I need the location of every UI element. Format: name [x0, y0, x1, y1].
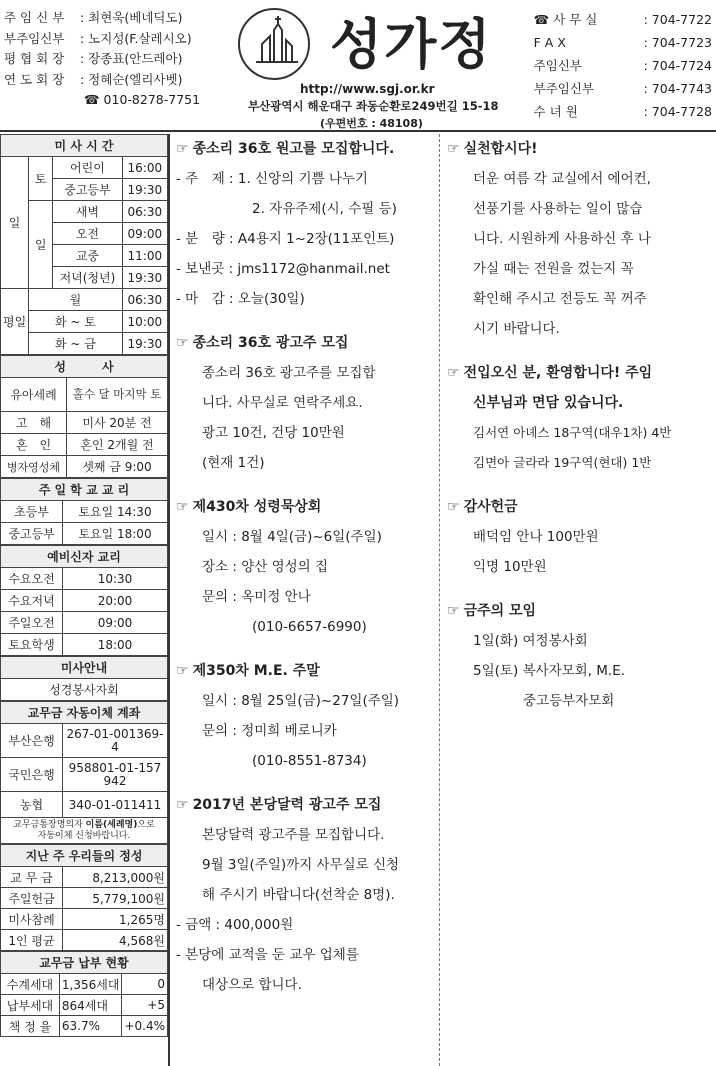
weekday-label: 평일: [1, 289, 29, 355]
staff-phone: ☎ 010-8278-7751: [84, 92, 201, 107]
pointing-hand-icon: ☞: [176, 797, 189, 813]
mass-schedule-title: 미 사 시 간: [1, 135, 168, 157]
staff-list: [4, 8, 200, 111]
website-link[interactable]: http://www.sgj.or.kr: [300, 82, 435, 96]
contact-list: [534, 8, 712, 123]
pointing-hand-icon: ☞: [176, 335, 189, 351]
sacraments-table: 성 사 유아세례 홀수 달 마지막 토 고 해 미사 20분 전 혼 인 혼인 2개월 전 병자영성체 셋째 금 9:00: [0, 355, 168, 478]
pointing-hand-icon: ☞: [176, 141, 189, 157]
devotion-table: 지난 주 우리들의 정성 교 무 금 8,213,000원 주일헌금 5,779,100원 미사참례 1,265명 1인 평균 4,568원: [0, 844, 168, 951]
mass-schedule-table: 미 사 시 간 일 토 어린이 16:00 중고등부 19:30 일 새벽 06:30 오전 09:00 교중 11:00 저녁(청년) 19:30 평일 월 06:30 화 ~ 토 10:00 화 ~ 금 19:30: [0, 134, 168, 355]
contact-row: 수 녀 원 : 704-7728: [533, 104, 712, 119]
transfer-note: 교무금통장명의자 이름(세례명)으로 자동이체 신청바랍니다.: [1, 818, 168, 844]
middle-notice-column: ☞ 종소리 36호 원고를 모집합니다. - 주 제 : 1. 신앙의 기쁨 나누기 2. 자유주제(시, 수필 등) - 분 량 : A4용지 1~2장(11포인트) - 보낸곳 : jms1172@hanmail.net - 마 감 : 오늘(30일) ☞ 종소리 36호 광고주 모집 종소리 36호 광고주를 모집합 니다. 사무실로 연락주세요. 광고 10건, 건당 10만원 (현재 1건) ☞ 제430차 성령묵상회 일시 : 8월 4일(금)~6일(주일) 장소 : 양산 영성의 집 문의 : 옥미정 안나 (010-6657-6990) ☞ 제350차 M.E. 주말 일시 : 8월 25일(금)~27일(주일) 문의 : 정미희 베로니카 (010-8551-8734) ☞ 2017년 본당달력 광고주 모집 본당달력 광고주를 모집합니다. 9월 3일(주일)까지 사무실로 신청 해 주시기 바랍니다(선착순 8명). - 금액 : 400,000원 - 본당에 교적을 둔 교우 업체를 대상으로 합니다.: [172, 134, 440, 1066]
notice-title: ☞ 제430차 성령묵상회: [176, 499, 322, 515]
church-address: 부산광역시 해운대구 좌동순환로249번길 15-18: [248, 99, 499, 113]
saturday-label: 토: [29, 157, 53, 201]
church-icon: [240, 10, 312, 82]
notice-title: ☞ 실천합시다!: [447, 141, 538, 157]
notice-title: ☞ 종소리 36호 원고를 모집합니다.: [176, 141, 395, 157]
zip-code: (우편번호 : 48108): [320, 117, 423, 130]
notice-title: ☞ 2017년 본당달력 광고주 모집: [176, 797, 382, 813]
church-seal-logo: [238, 8, 310, 80]
auto-transfer-table: 교무금 자동이체 계좌 부산은행 267-01-001369-4 국민은행 958801-01-157942 농협 340-01-011411 교무금통장명의자 이름(세례명)으로 자동이체 신청바랍니다.: [0, 701, 168, 844]
staff-row: 연 도 회 장 : 정혜순(엘리사벳): [4, 71, 183, 87]
pointing-hand-icon: ☞: [176, 499, 189, 515]
contact-row: 주임신부 : 704-7724: [533, 58, 712, 73]
staff-row: 주 임 신 부 : 최현욱(베네딕도): [4, 10, 183, 25]
right-notice-column: ☞ 실천합시다! 더운 여름 각 교실에서 에어컨, 선풍기를 사용하는 일이 많습 니다. 시원하게 사용하신 후 나 가실 때는 전원을 껐는지 꼭 확인해 주시고 전등도 꼭 꺼주 시기 바랍니다. ☞ 전입오신 분, 환영합니다! 주임 신부님과 면담 있습니다. 김서연 아녜스 18구역(대우1차) 4반 김면아 글라라 19구역(현대) 1반 ☞ 감사헌금 배덕임 안나 100만원 익명 10만원 ☞ 금주의 모임 1일(화) 여정봉사회 5일(토) 복사자모회, M.E. 중고등부자모회: [443, 134, 716, 716]
pointing-hand-icon: ☞: [447, 499, 460, 515]
contact-row: 부주임신부 : 704-7743: [533, 81, 712, 96]
staff-row: 평 협 회 장 : 장종표(안드레아): [4, 51, 183, 66]
notice-title: ☞ 제350차 M.E. 주말: [176, 663, 320, 679]
pointing-hand-icon: ☞: [447, 365, 460, 381]
sunday-sub-label: 일: [29, 201, 53, 289]
bulletin-title-logo: 성가정: [330, 12, 493, 76]
staff-row: 부주임신부 : 노지성(F.살레시오): [4, 30, 192, 46]
catechumen-table: 예비신자 교리 수요오전 10:30 수요저녁 20:00 주일오전 09:00 토요학생 18:00: [0, 545, 168, 656]
left-info-column: [0, 134, 170, 1066]
pointing-hand-icon: ☞: [447, 141, 460, 157]
contact-row: F A X : 704-7723: [533, 35, 712, 50]
pointing-hand-icon: ☞: [176, 663, 189, 679]
notice-title: ☞ 전입오신 분, 환영합니다! 주임: [447, 365, 653, 381]
bulletin-header: [0, 0, 716, 132]
mass-guide-table: 미사안내 성경봉사자회: [0, 656, 168, 701]
notice-title: ☞ 감사헌금: [447, 499, 518, 515]
sunday-school-table: 주 일 학 교 교 리 초등부 토요일 14:30 중고등부 토요일 18:00: [0, 478, 168, 545]
payment-status-table: 교무금 납부 현황 수계세대 1,356세대 0 납부세대 864세대 +5 책 정 율 63.7% +0.4%: [0, 951, 168, 1037]
notice-title: ☞ 종소리 36호 광고주 모집: [176, 335, 349, 351]
sunday-label: 일: [1, 157, 29, 289]
notice-title: ☞ 금주의 모임: [447, 603, 537, 619]
pointing-hand-icon: ☞: [447, 603, 460, 619]
contact-row: ☎ 사 무 실 : 704-7722: [533, 12, 712, 27]
